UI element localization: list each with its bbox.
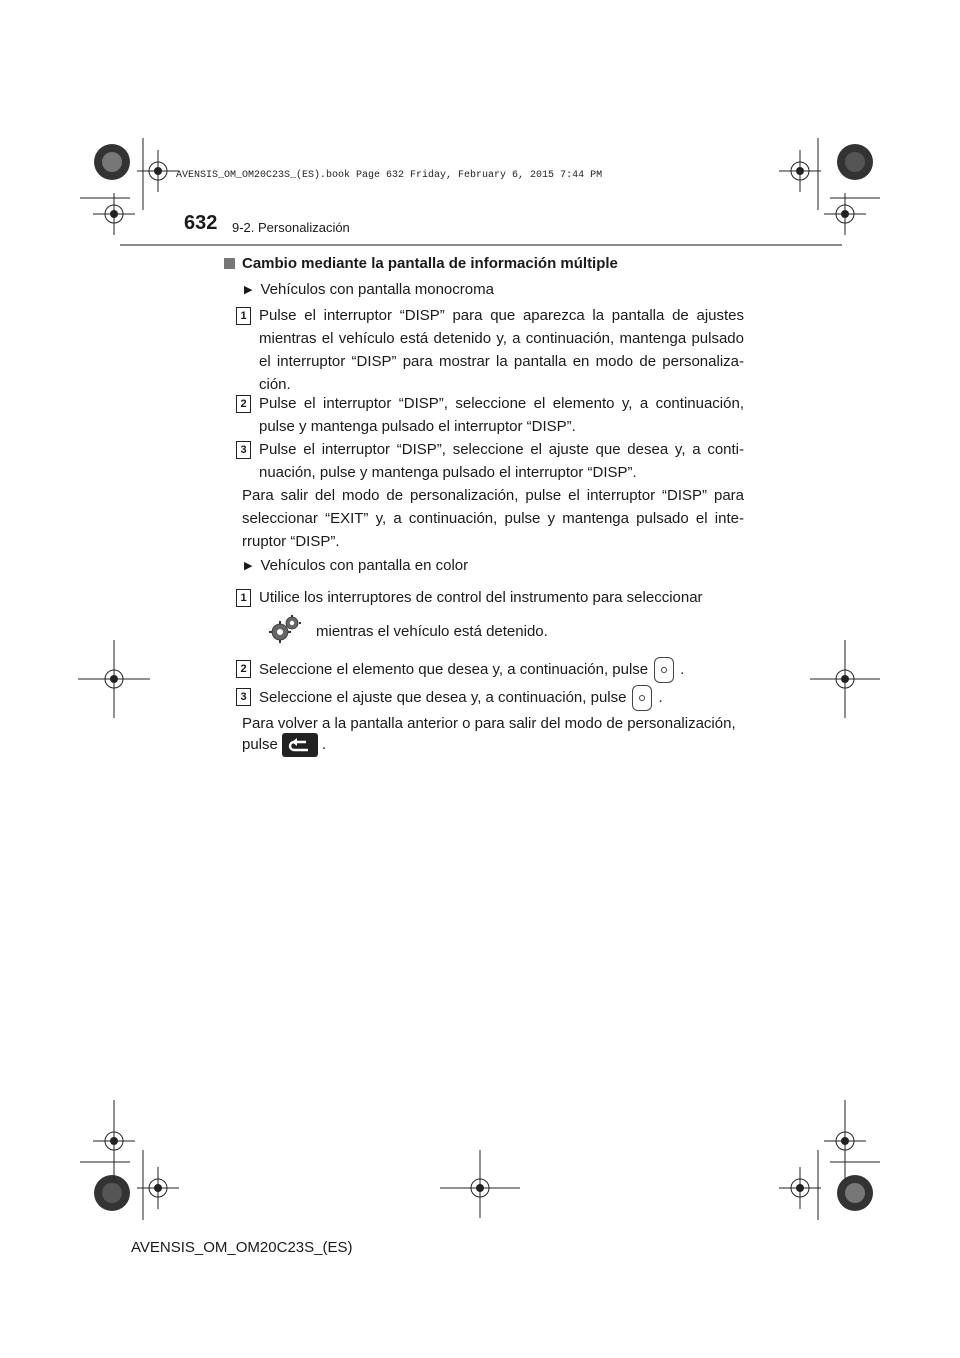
color-step-2-text: Seleccione el elemento que desea y, a continuación, pulse [259,660,649,678]
header-rule [120,244,842,246]
step-badge-3: 3 [236,688,251,706]
color-step-3 [259,685,663,711]
section-heading [224,255,618,272]
step-badge-2: 2 [236,395,251,413]
ok-button-icon [654,657,674,683]
mono-step-1: Pulse el interruptor “DISP” para que aparezca la pantalla de ajustes mientras el vehículo está detenido y, a continuación, mantenga pulsado el interruptor “DISP” para mostrar la pantalla en modo de personaliza-ción. [259,307,744,393]
subheading-color-text: Vehículos con pantalla en color [260,557,469,574]
step-badge-1: 1 [236,307,251,325]
ok-button-icon [632,685,652,711]
arrow-icon: ▶ [244,284,253,296]
period: . [680,660,685,678]
color-step-1-cont: mientras el vehículo está detenido. [316,623,548,640]
back-note-line-2 [242,733,326,757]
step-badge-3: 3 [236,441,251,459]
back-note-text: pulse [242,735,278,753]
exit-note: Para salir del modo de personalización, pulse el interruptor “DISP” para seleccionar “EXIT” y, a continuación, pulse y mantenga pulsado el inte-rruptor “DISP”. [242,487,744,550]
square-bullet-icon [224,258,235,269]
gear-icon [268,614,302,649]
color-step-3-text: Seleccione el ajuste que desea y, a continuación, pulse [259,688,627,706]
subheading-mono [244,281,494,298]
book-stamp: AVENSIS_OM_OM20C23S_(ES).book Page 632 Friday, February 6, 2015 7:44 PM [176,170,603,181]
subheading-color [244,557,468,574]
back-note-line-1: Para volver a la pantalla anterior o para salir del modo de personalización, [242,715,736,732]
period: . [658,688,663,706]
color-step-1: Utilice los interruptores de control del instrumento para seleccionar [259,589,703,606]
subheading-mono-text: Vehículos con pantalla monocroma [260,281,494,298]
period: . [321,735,327,753]
mono-step-3: Pulse el interruptor “DISP”, seleccione el ajuste que desea y, a conti-nuación, pulse y mantenga pulsado el interruptor “DISP”. [259,441,744,481]
heading-text: Cambio mediante la pantalla de información múltiple [242,255,618,272]
color-step-2 [259,657,684,683]
arrow-icon: ▶ [244,560,253,572]
step-badge-2: 2 [236,660,251,678]
page-number: 632 [184,212,218,234]
footer-code: AVENSIS_OM_OM20C23S_(ES) [131,1239,353,1256]
back-icon [282,733,318,757]
section-title: 9-2. Personalización [232,220,350,235]
mono-step-2: Pulse el interruptor “DISP”, seleccione el elemento y, a continuación, pulse y mantenga pulsado el interruptor “DISP”. [259,395,744,435]
step-badge-1: 1 [236,589,251,607]
